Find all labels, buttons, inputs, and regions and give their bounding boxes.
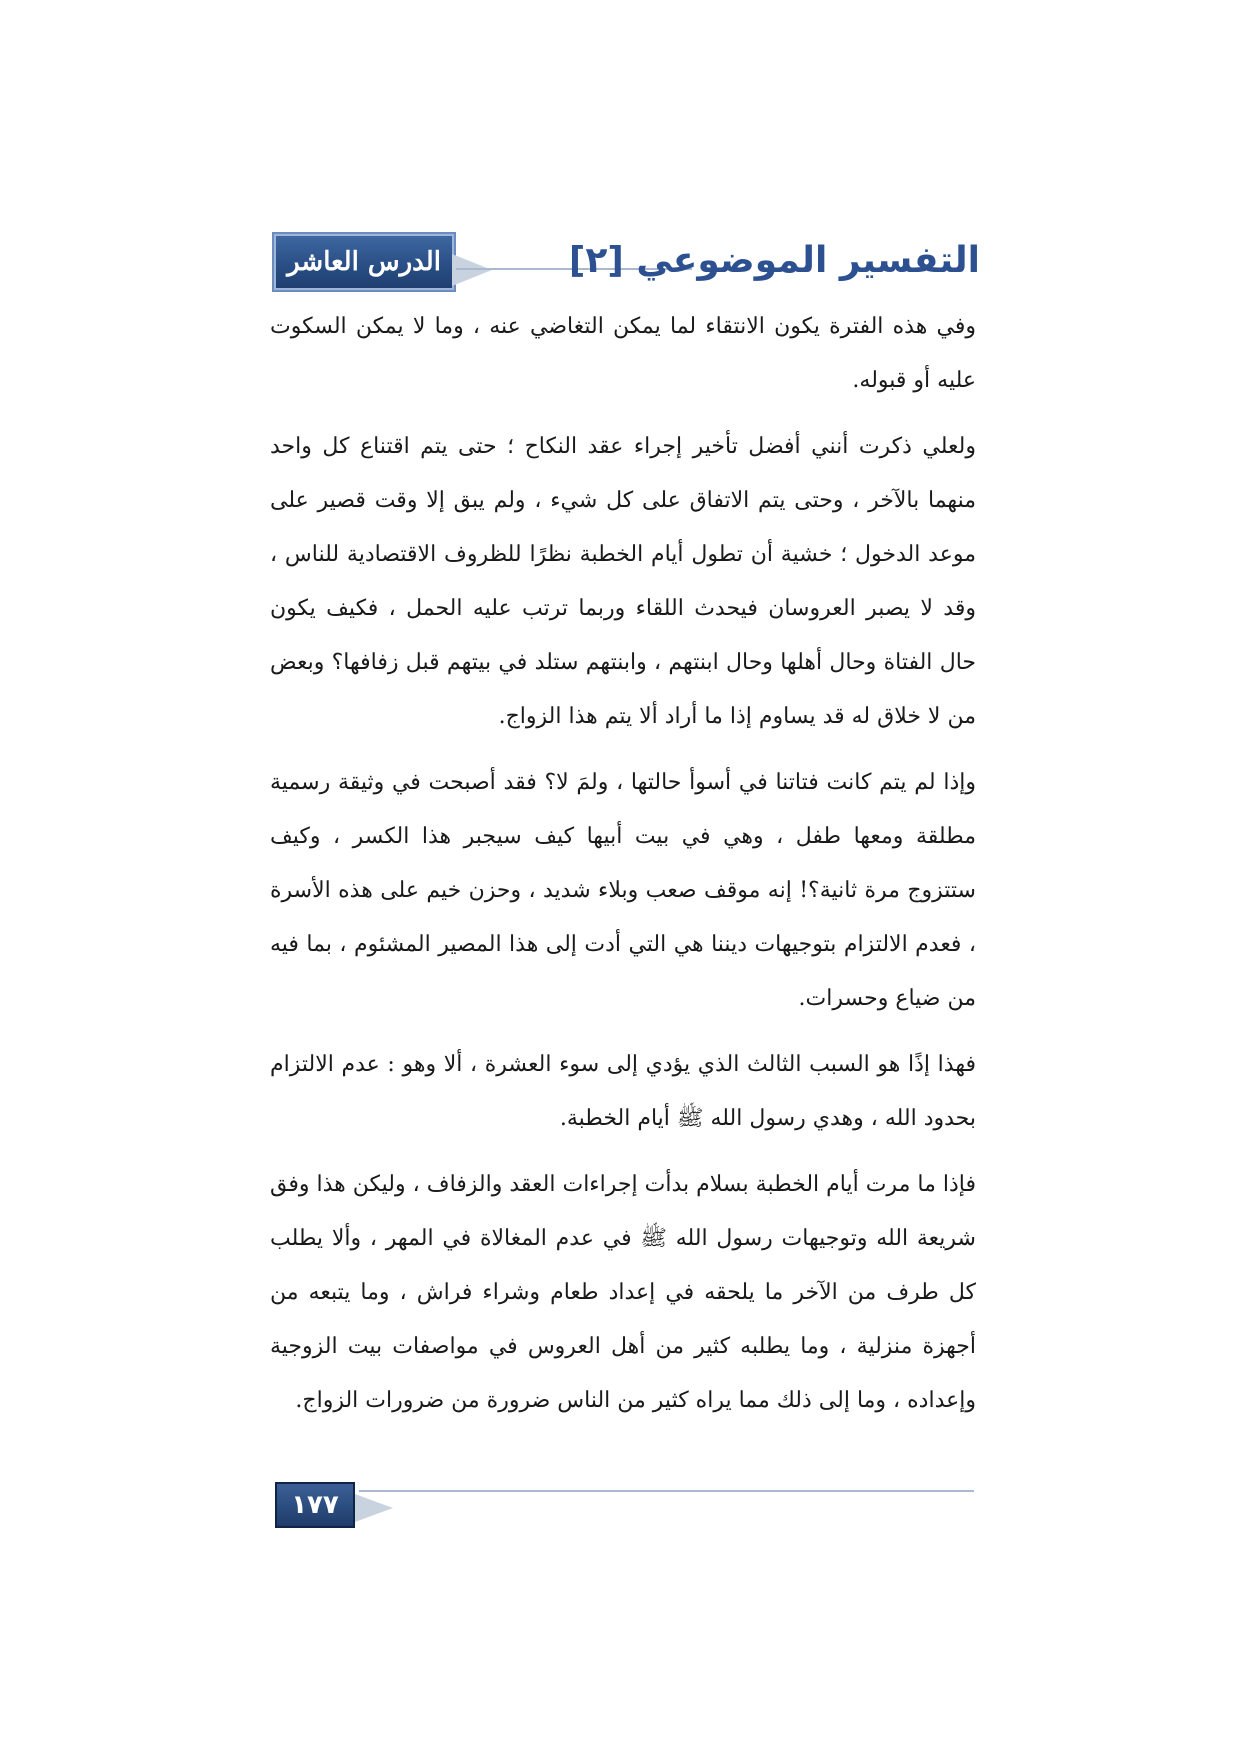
- page-box-shadow: [355, 1494, 393, 1522]
- page-header: [270, 230, 980, 294]
- lesson-label: الدرس العاشر: [287, 247, 441, 277]
- book-title: التفسير الموضوعي [٢]: [568, 239, 980, 281]
- paragraph: فهذا إذًا هو السبب الثالث الذي يؤدي إلى سوء العشرة ، ألا وهو : عدم الالتزام بحدود الله ، وهدي رسول الله ﷺ أيام الخطبة.: [270, 1052, 976, 1131]
- paragraph: فإذا ما مرت أيام الخطبة بسلام بدأت إجراءات العقد والزفاف ، وليكن هذا وفق شريعة الله وتوجيهات رسول الله ﷺ في عدم المغالاة في المهر ، وألا يطلب كل طرف من الآخر ما يلحقه في إعداد طعام وشراء فراش ، وما يتبعه من أجهزة منزلية ، وما يطلبه كثير من أهل العروس في مواصفات بيت الزوجية وإعداده ، وما إلى ذلك مما يراه كثير من الناس ضرورة من ضرورات الزواج.: [270, 1172, 976, 1413]
- page-body: [270, 300, 976, 1440]
- paragraph: وفي هذه الفترة يكون الانتقاء لما يمكن التغاضي عنه ، وما لا يمكن السكوت عليه أو قبوله.: [270, 314, 976, 393]
- paragraph: ولعلي ذكرت أنني أفضل تأخير إجراء عقد النكاح ؛ حتى يتم اقتناع كل واحد منهما بالآخر ، وحتى يتم الاتفاق على كل شيء ، ولم يبق إلا وقت قصير على موعد الدخول ؛ خشية أن تطول أيام الخطبة نظرًا للظروف الاقتصادية للناس ، وقد لا يصبر العروسان فيحدث اللقاء وربما ترتب عليه الحمل ، فكيف يكون حال الفتاة وحال أهلها وحال ابنتهم ، وابنتهم ستلد في بيتهم قبل زفافها؟ وبعض من لا خلاق له قد يساوم إذا ما أراد ألا يتم هذا الزواج.: [270, 434, 977, 729]
- page-number: ١٧٧: [291, 1490, 339, 1520]
- lesson-label-box: [274, 234, 454, 290]
- footer-divider: [359, 1490, 974, 1492]
- page-number-box: [275, 1482, 355, 1528]
- lesson-box-shadow: [452, 254, 492, 286]
- paragraph: وإذا لم يتم كانت فتاتنا في أسوأ حالتها ، ولمَ لا؟ فقد أصبحت في وثيقة رسمية مطلقة ومعها طفل ، وهي في بيت أبيها كيف سيجبر هذا الكسر ، وكيف ستتزوج مرة ثانية؟! إنه موقف صعب وبلاء شديد ، وحزن خيم على هذه الأسرة ، فعدم الالتزام بتوجيهات ديننا هي التي أدت إلى هذا المصير المشئوم ، بما فيه من ضياع وحسرات.: [270, 770, 976, 1011]
- page-footer: [275, 1482, 975, 1522]
